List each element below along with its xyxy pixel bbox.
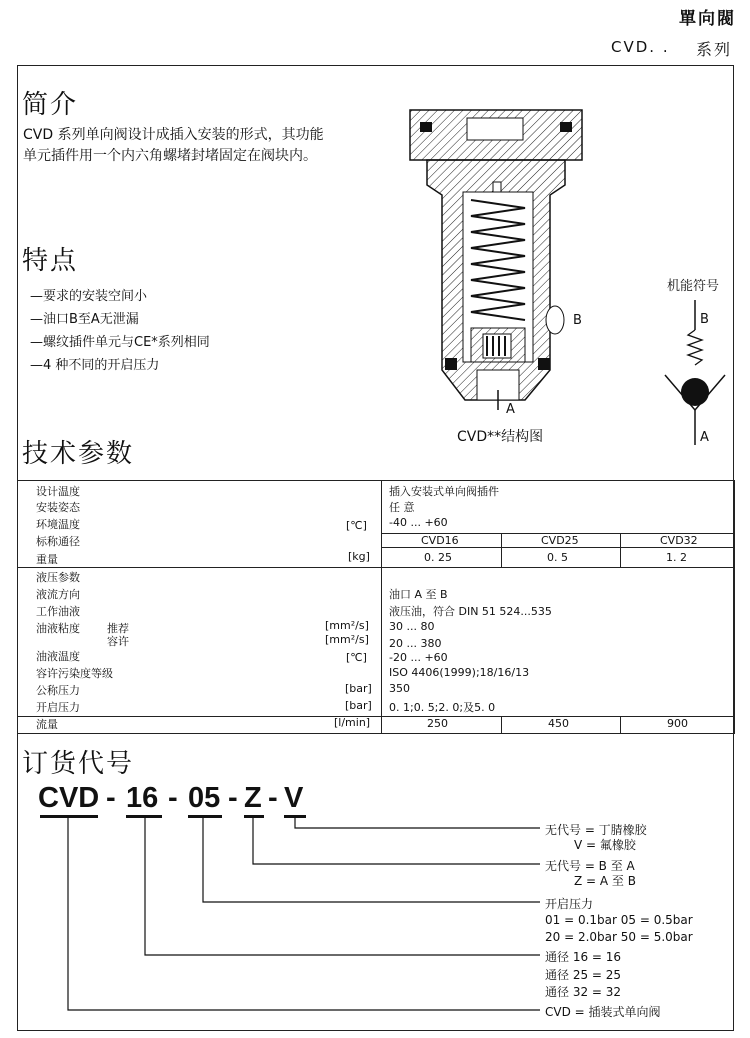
value-contamination: ISO 4406(1999);18/16/13 (389, 666, 530, 679)
order-heading: 订货代号 (22, 749, 135, 779)
flow-cvd16: 250 (427, 717, 448, 730)
value-visc-2: 20 ... 380 (389, 637, 442, 650)
crack-title: 开启压力 (545, 897, 594, 911)
weight-cvd25: 0. 5 (547, 551, 568, 564)
symbol-port-a: A (700, 430, 709, 445)
unit-visc-1: [mm²/s] (325, 619, 369, 632)
code-dash: - (268, 782, 278, 814)
tech-heading: 技术参数 (22, 439, 135, 469)
label-nominal-size: 标称通径 (36, 535, 80, 548)
dir-option-1: 无代号 = B 至 A (545, 859, 635, 873)
series-label: 系列 (696, 40, 733, 59)
value-direction: 油口 A 至 B (389, 588, 448, 601)
symbol-port-b: B (700, 312, 709, 327)
label-contamination: 容许污染度等级 (36, 667, 113, 680)
value-pressure: 350 (389, 682, 410, 695)
symbol-title: 机能符号 (667, 279, 720, 294)
label-viscosity: 油液粘度 (36, 622, 80, 635)
value-ambient-temp: -40 ... +60 (389, 516, 448, 529)
code-dash: - (106, 782, 116, 814)
flow-cvd25: 450 (548, 717, 569, 730)
label-visc-recommended: 推荐 (107, 622, 129, 635)
size-cvd32: CVD32 (660, 534, 698, 547)
label-direction: 液流方向 (36, 588, 80, 601)
size-option-3: 通径 32 = 32 (545, 985, 622, 999)
value-visc-1: 30 ... 80 (389, 620, 435, 633)
value-crack: 0. 1;0. 5;2. 0;及5. 0 (389, 701, 496, 714)
unit-crack: [bar] (345, 699, 372, 712)
size-cvd25: CVD25 (541, 534, 579, 547)
intro-heading: 简介 (22, 90, 79, 120)
diagram-port-b: B (573, 313, 582, 328)
label-mount: 安装姿态 (36, 501, 80, 514)
feature-item: —4 种不同的开启压力 (30, 358, 160, 373)
unit-fluid-temp: [℃] (346, 651, 367, 664)
label-weight: 重量 (36, 553, 58, 566)
code-direction: Z (244, 782, 262, 814)
unit-temp: [℃] (346, 519, 367, 532)
code-dash: - (228, 782, 238, 814)
size-option-1: 通径 16 = 16 (545, 950, 622, 964)
label-cracking-pressure: 开启压力 (36, 701, 80, 714)
code-size: 16 (126, 782, 159, 814)
label-visc-allowed: 容许 (107, 635, 129, 648)
intro-line-2: 单元插件用一个内六角螺堵封堵固定在阀块内。 (23, 148, 317, 164)
label-fluid: 工作油液 (36, 605, 80, 618)
label-flow: 流量 (36, 718, 58, 731)
unit-flow: [l/min] (334, 716, 371, 729)
value-fluid: 液压油，符合 DIN 51 524...535 (389, 605, 552, 618)
label-nominal-pressure: 公称压力 (36, 684, 80, 697)
code-seal: V (284, 782, 304, 814)
code-crack: 05 (188, 782, 221, 814)
intro-line-1: CVD 系列单向阀设计成插入安装的形式，其功能 (23, 127, 324, 143)
value-design: 插入安装式单向阀插件 (389, 485, 499, 498)
flow-cvd32: 900 (667, 717, 688, 730)
diagram-caption: CVD**结构图 (457, 429, 544, 445)
value-fluid-temp: -20 ... +60 (389, 651, 448, 664)
feature-item: —要求的安装空间小 (30, 289, 148, 304)
feature-item: —螺纹插件单元与CE*系列相同 (30, 335, 210, 350)
series-model: CVD. . (611, 38, 670, 56)
crack-option-1: 01 = 0.1bar 05 = 0.5bar (545, 913, 693, 927)
header-title: 單向閥 (679, 9, 736, 29)
label-fluid-temp: 油液温度 (36, 650, 80, 663)
feature-item: —油口B至A无泄漏 (30, 312, 139, 327)
code-dash: - (168, 782, 178, 814)
type-option-1: CVD = 插装式单向阀 (545, 1005, 661, 1019)
dir-option-2: Z = A 至 B (574, 874, 636, 888)
label-ambient-temp: 环境温度 (36, 518, 80, 531)
unit-pressure: [bar] (345, 682, 372, 695)
crack-option-2: 20 = 2.0bar 50 = 5.0bar (545, 930, 693, 944)
diagram-port-a: A (506, 402, 515, 417)
size-option-2: 通径 25 = 25 (545, 968, 622, 982)
code-cvd: CVD (38, 782, 100, 814)
weight-cvd32: 1. 2 (666, 551, 687, 564)
label-design-temp: 设计温度 (36, 485, 80, 498)
seal-option-2: V = 氟橡胶 (574, 838, 636, 852)
size-cvd16: CVD16 (421, 534, 459, 547)
features-heading: 特点 (22, 246, 79, 276)
unit-visc-2: [mm²/s] (325, 633, 369, 646)
unit-kg: [kg] (348, 550, 370, 563)
label-hydraulic: 液压参数 (36, 571, 80, 584)
value-mount: 任 意 (389, 501, 415, 514)
seal-option-1: 无代号 = 丁腈橡胶 (545, 823, 647, 837)
weight-cvd16: 0. 25 (424, 551, 452, 564)
